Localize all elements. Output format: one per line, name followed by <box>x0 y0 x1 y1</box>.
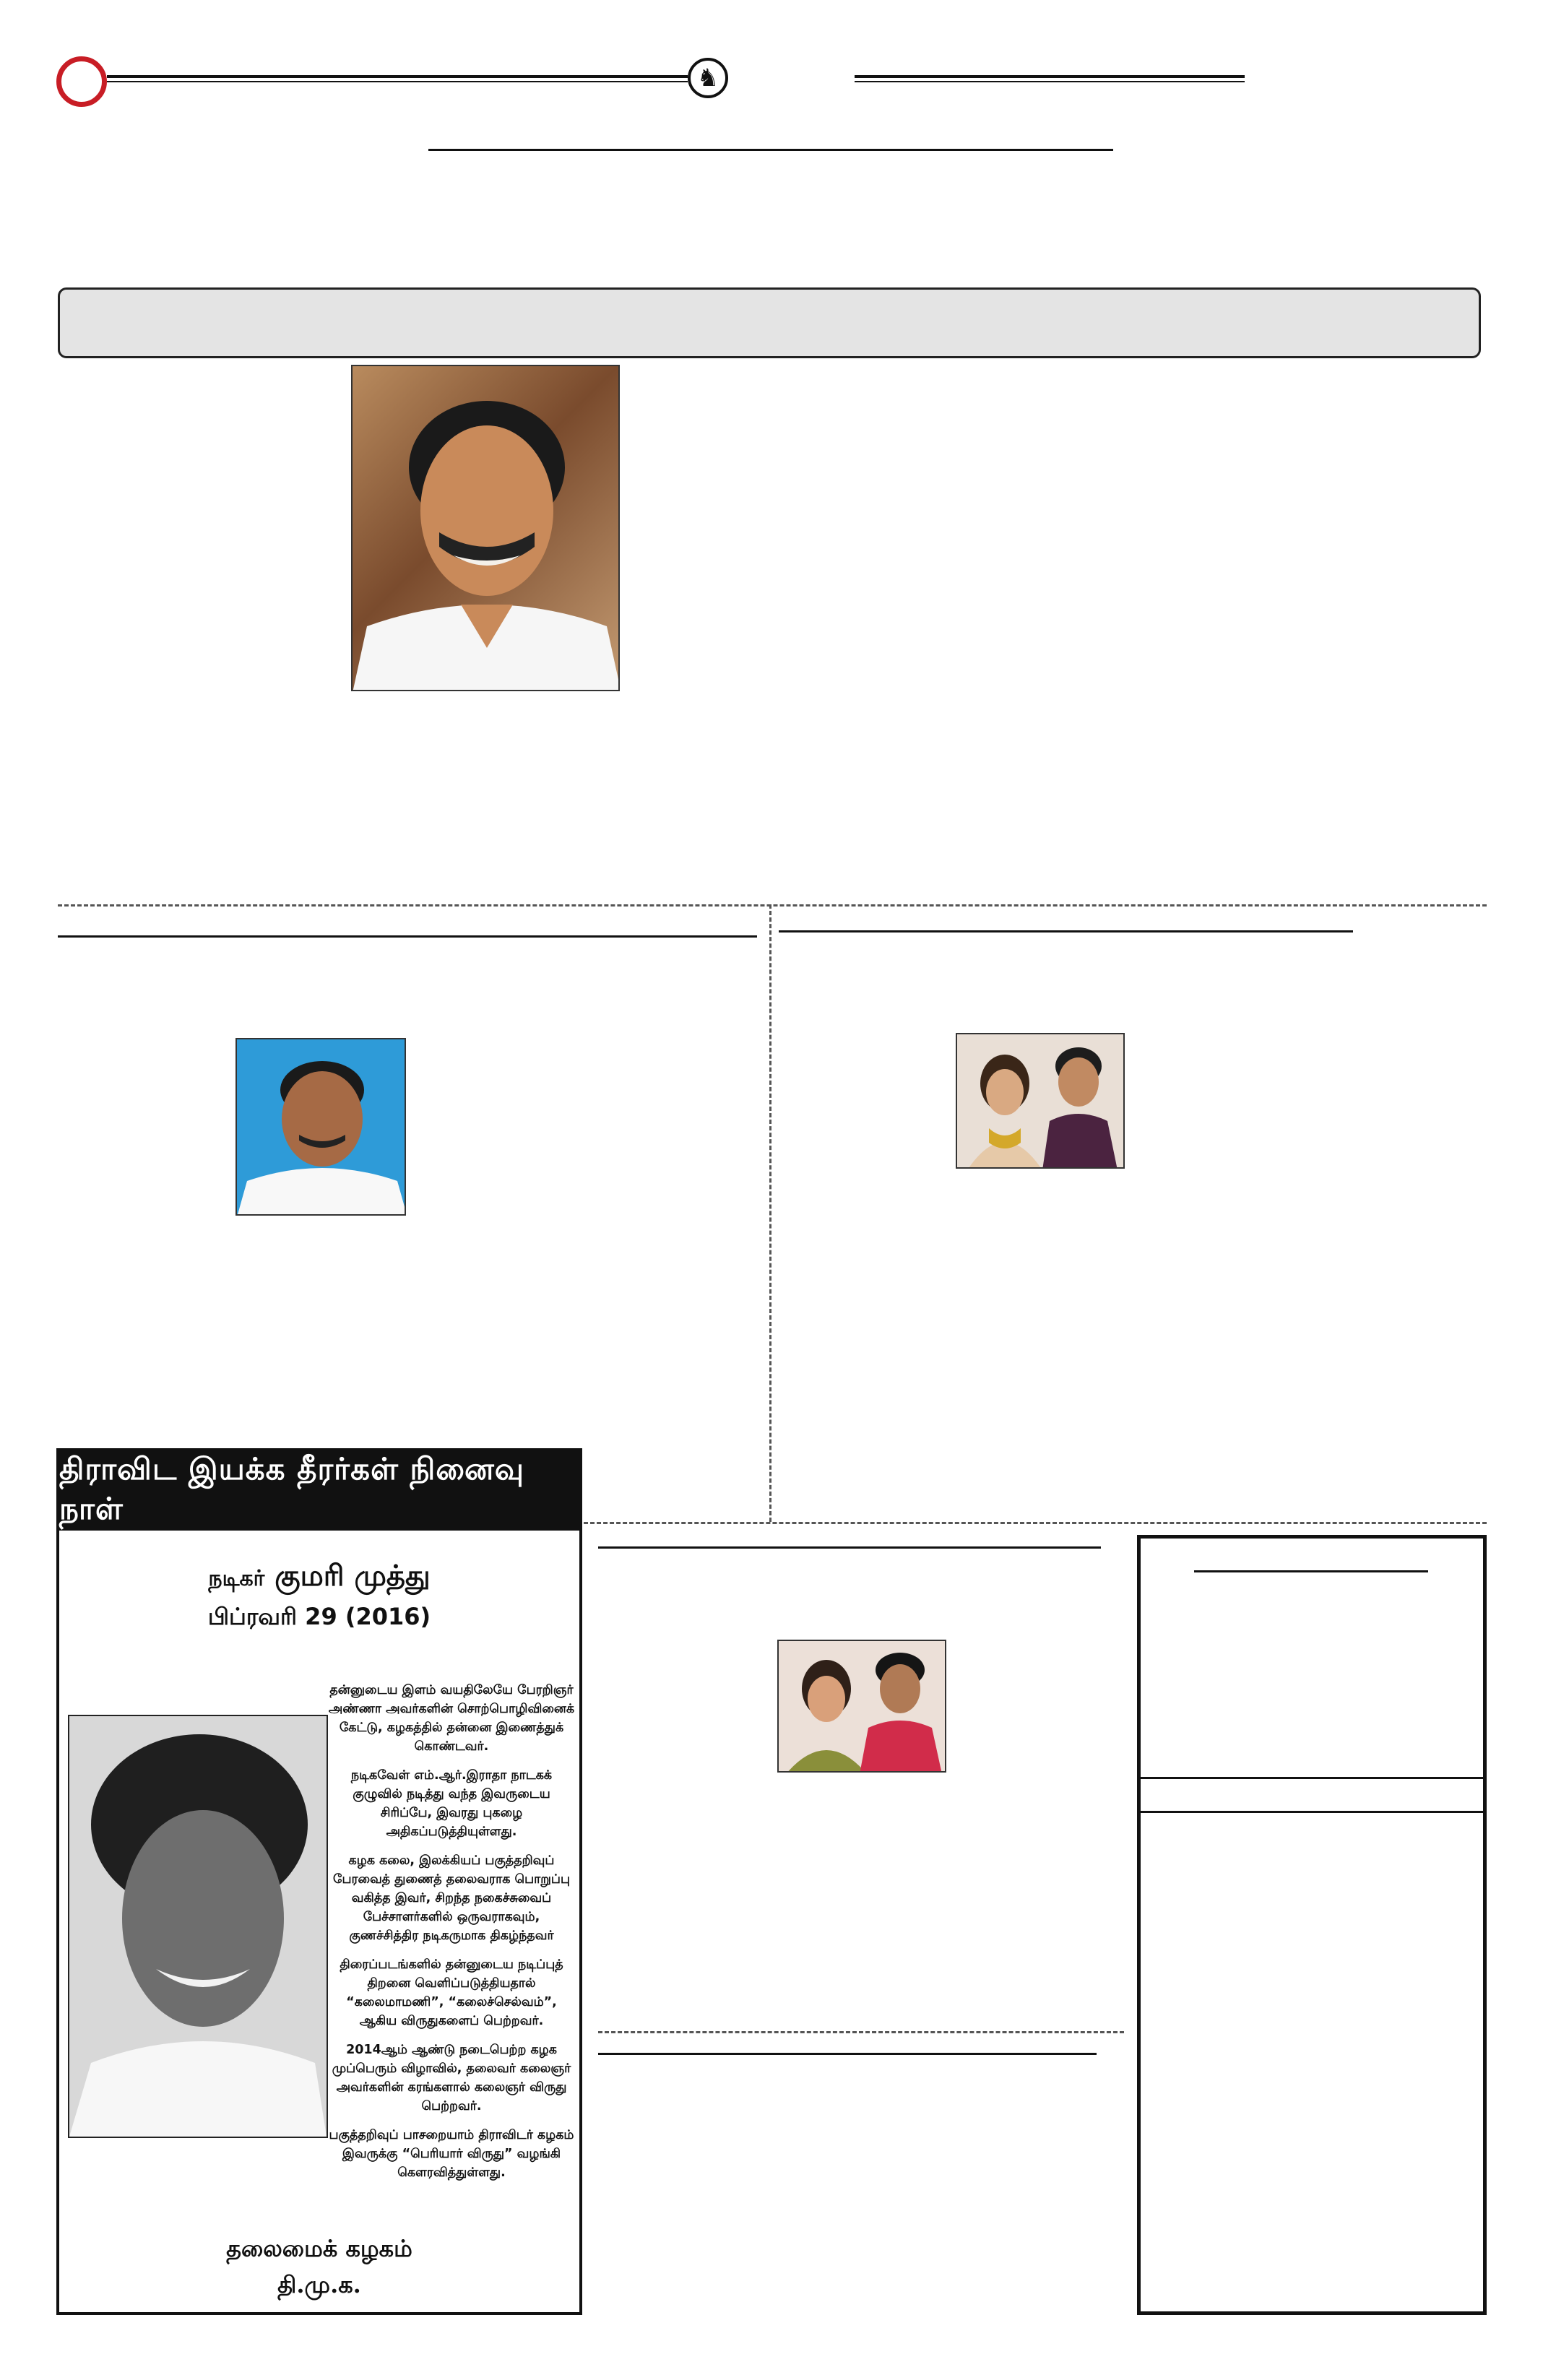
newspaper-logo <box>56 56 107 107</box>
memorial-paragraph: பகுத்தறிவுப் பாசறையாம் திராவிடர் கழகம் இவருக்கு “பெரியார் விருது” வழங்கி கௌரவித்துள்ளது. <box>329 2128 574 2180</box>
bottom-story-rule <box>598 1546 1101 1549</box>
politician-portrait-illustration <box>237 1039 406 1216</box>
header-rule-right <box>855 75 1245 78</box>
memorial-paragraph: தன்னுடைய இளம் வயதிலேயே பேரறிஞர் அண்ணா அவர்களின் சொற்பொழிவினைக் கேட்டு, கழகத்தில் தன்னை இணைத்துக் கொண்டவர். <box>328 1683 575 1754</box>
section-divider-lower <box>598 2031 1124 2033</box>
memorial-name-main: குமரி முத்து <box>275 1559 431 1593</box>
memorial-paragraph: திரைப்படங்களில் தன்னுடைய நடிப்புத் திறனை வெளிப்படுத்தியதால் “கலைமாமணி”, “கலைச்செல்வம்”, ஆகிய விருதுகளைப் பெற்றவர். <box>340 1957 563 2028</box>
section-divider-middle <box>584 1522 1487 1524</box>
headline-rule <box>428 149 1113 151</box>
memorial-paragraph: நடிகவேள் எம்.ஆர்.இராதா நாடகக் குழுவில் நடித்து வந்த இவருடைய சிரிப்பே, இவரது புகழை அதிகப்படுத்தியுள்ளது. <box>350 1768 553 1839</box>
lower-story-rule <box>598 2053 1097 2055</box>
side-box-divider-1 <box>1141 1777 1483 1779</box>
memorial-photo <box>68 1715 328 2138</box>
header-rule-left-thin <box>107 81 688 82</box>
memorial-advertisement <box>56 1448 582 2315</box>
memorial-paragraph: கழக கலை, இலக்கியப் பகுத்தறிவுப் பேரவைத் துணைத் தலைவராக பொறுப்பு வகித்த இவர், சிறந்த நகைச்சுவைப் பேச்சாளர்களில் ஒருவராகவும், குணச்சித்திர நடிகருமாக திகழ்ந்தவர் <box>333 1853 570 1943</box>
memorial-heading: திராவிட இயக்க தீரர்கள் நினைவு நாள் <box>59 1451 579 1531</box>
memorial-name <box>59 1559 579 1596</box>
couple-illustration-2 <box>779 1641 946 1773</box>
couple-photo-right <box>956 1033 1125 1169</box>
horse-icon: ♞ <box>696 64 719 92</box>
section-divider-top <box>58 904 1487 906</box>
headline-banner <box>58 287 1481 358</box>
right-story-rule <box>779 930 1353 932</box>
memorial-footer-line1: தலைமைக் கழகம் <box>226 2235 412 2262</box>
memorial-date: பிப்ரவரி 29 (2016) <box>207 1603 431 1630</box>
header-rule-left <box>107 75 688 78</box>
column-divider <box>769 904 772 1522</box>
memorial-portrait-illustration <box>69 1716 327 2137</box>
left-story-rule <box>58 935 757 938</box>
header-rule-right-thin <box>855 81 1245 82</box>
side-box-rule <box>1194 1570 1428 1572</box>
side-box-divider-2 <box>1141 1811 1483 1813</box>
memorial-name-prefix: நடிகர் <box>208 1566 265 1591</box>
side-box <box>1137 1535 1487 2315</box>
memorial-paragraph: 2014ஆம் ஆண்டு நடைபெற்ற கழக முப்பெரும் விழாவில், தலைவர் கலைஞர் அவர்களின் கரங்களால் கலைஞர் விருது பெற்றவர். <box>332 2043 571 2113</box>
leader-portrait-illustration <box>353 366 620 691</box>
memorial-biography <box>328 1681 575 2192</box>
couple-photo-bottom <box>777 1640 946 1773</box>
politician-photo <box>235 1038 406 1216</box>
couple-illustration <box>957 1034 1125 1169</box>
party-emblem-icon <box>688 58 728 98</box>
memorial-footer-line2: தி.மு.க. <box>277 2271 361 2298</box>
leader-photo <box>351 365 620 691</box>
